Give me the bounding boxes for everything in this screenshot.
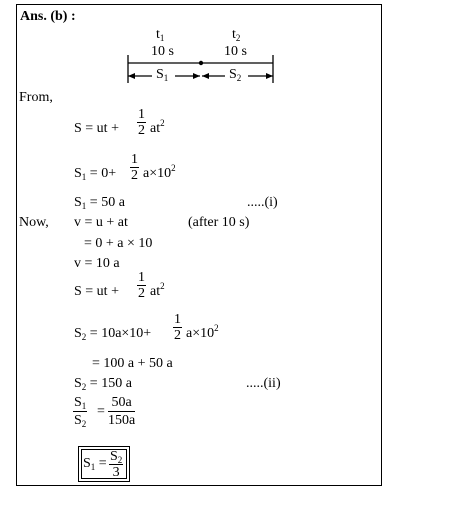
midpoint-dot [199,61,203,65]
result-fraction: $\frac{S_2}{3}$ [110,449,123,480]
answer-box [16,4,382,486]
result-lhs: $S_1$ = [83,456,107,472]
answer-heading: Ans. (b) : [20,9,76,24]
eq2: $S_1 = 0+$ [74,166,117,182]
eq10: $S_2 = 150$ a [74,376,132,392]
eq9: = 100 a + 50 a [92,356,173,371]
s2-label: $S_2$ [229,67,242,83]
motion-diagram-lines [17,5,383,105]
eq10-reference: .....(ii) [246,376,281,391]
eq2-tail: $a\times 10^2$ [143,163,176,181]
eq8-tail: $a\times 10^2$ [186,323,219,341]
eq11-lhs-fraction: $\frac{S_1}{S_2}$ [74,395,87,429]
s1-arrowhead-left [128,73,135,79]
eq1-fraction: $\frac{1}{2}$ [138,107,145,138]
from-label: From, [19,90,53,105]
eq4: v = u + at [74,215,128,230]
s1-arrowhead-right [193,73,200,79]
eq3-reference: .....(i) [247,195,278,210]
eq5: = 0 + a × 10 [84,236,153,251]
interval-2-label: 10 s [224,44,247,59]
eq8: $S_2 = 10a\times 10+$ [74,326,152,342]
eq1-lhs: S = ut + [74,121,119,136]
eq7-fraction: $\frac{1}{2}$ [138,270,145,301]
t1-label: $t_1$ [156,27,165,43]
t2-label: $t_2$ [232,27,241,43]
eq11-equals: = [97,404,105,419]
interval-1-label: 10 s [151,44,174,59]
s1-label: $S_1$ [156,67,169,83]
eq3: $S_1 = 50$ a [74,195,125,211]
eq11-rhs-fraction: $\frac{50a}{150a}$ [108,395,136,428]
result-box [78,446,130,482]
eq2-fraction: $\frac{1}{2}$ [131,152,138,183]
eq6: v = 10 a [74,256,120,271]
eq7-lhs: S = ut + [74,284,119,299]
s2-arrowhead-left [202,73,209,79]
eq8-fraction: $\frac{1}{2}$ [174,312,181,343]
eq7-tail: $at^2$ [150,281,165,299]
eq4-note: (after 10 s) [188,215,250,230]
now-label: Now, [19,215,49,230]
eq1-tail: $at^2$ [150,118,165,136]
s2-arrowhead-right [266,73,273,79]
